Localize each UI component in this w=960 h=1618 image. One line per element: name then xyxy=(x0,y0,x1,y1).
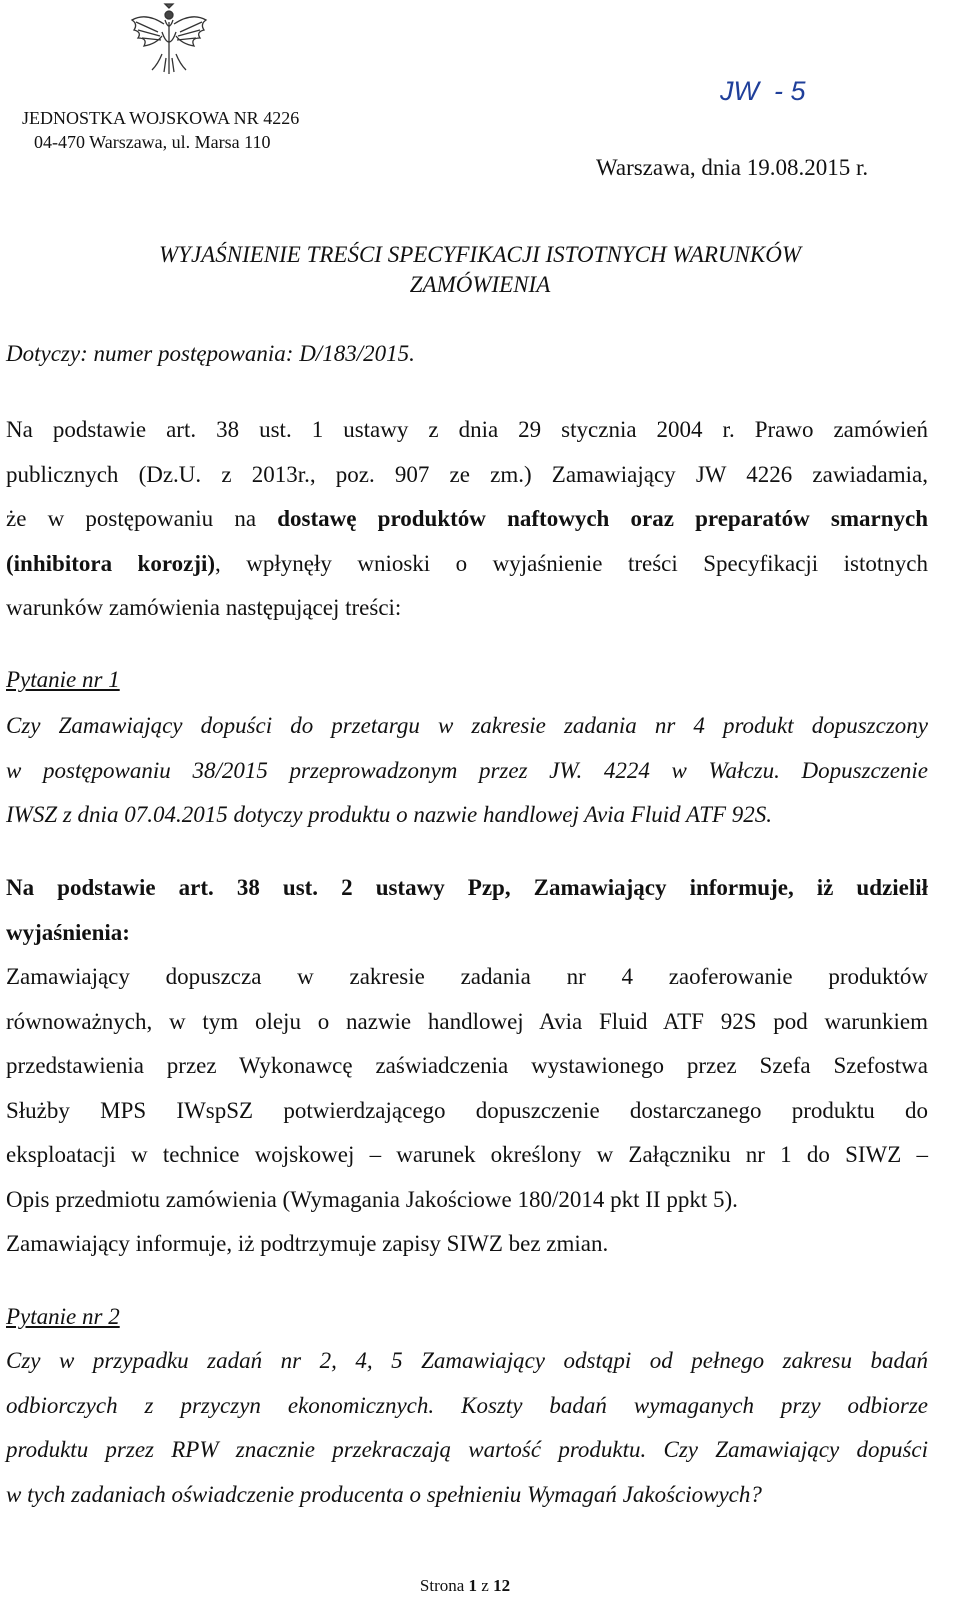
intro-subject-bold: dostawę produktów naftowych oraz preparatów smarnych xyxy=(277,506,928,531)
question-1-heading: Pytanie nr 1 xyxy=(6,667,120,692)
intro-line-4-text: , wpłynęły wnioski o wyjaśnienie treści Specyfikacji istotnych xyxy=(215,550,928,576)
intro-line-5: warunków zamówienia następującej treści: xyxy=(6,595,402,620)
intro-line-1: Na podstawie art. 38 ust. 1 ustawy z dnia 29 stycznia 2004 r. Prawo zamówień xyxy=(6,417,928,442)
footer-prefix: Strona xyxy=(419,1576,469,1595)
a1-heading-line-1: Na podstawie art. 38 ust. 2 ustawy Pzp, Zamawiający informuje, iż udzielił xyxy=(6,875,928,900)
intro-line-2: publicznych (Dz.U. z 2013r., poz. 907 ze zm.) Zamawiający JW 4226 zawiadamia, xyxy=(6,461,928,487)
intro-subject-bold-2: (inhibitora korozji) xyxy=(6,550,216,576)
footer-total-pages: 12 xyxy=(493,1576,511,1595)
jw-label: JW - 5 xyxy=(720,76,806,106)
q1-line-2: w postępowaniu 38/2015 przeprowadzonym przez JW. 4224 w Wałczu. Dopuszczenie xyxy=(6,757,928,783)
q2-line-3: produktu przez RPW znacznie przekraczają wartość produktu. Czy Zamawiający dopuści xyxy=(6,1437,928,1462)
intro-paragraph xyxy=(6,408,928,631)
a1-line-5: eksploatacji w technice wojskowej – warunek określony w Załączniku nr 1 do SIWZ – xyxy=(6,1142,928,1167)
a1-line-7: Zamawiający informuje, iż podtrzymuje zapisy SIWZ bez zmian. xyxy=(6,1231,609,1256)
intro-line-3-text: że w postępowaniu na xyxy=(6,506,278,531)
question-1-text xyxy=(6,704,928,838)
unit-name: JEDNOSTKA WOJSKOWA NR 4226 xyxy=(22,108,300,128)
a1-line-2: równoważnych, w tym oleju o nazwie handlowej Avia Fluid ATF 92S pod warunkiem xyxy=(6,1008,928,1034)
page-footer xyxy=(0,1576,930,1596)
a1-line-3: przedstawienia przez Wykonawcę zaświadczenia wystawionego przez Szefa Szefostwa xyxy=(6,1053,928,1078)
footer-page-number: 1 xyxy=(468,1576,478,1595)
title-line-2: ZAMÓWIENIA xyxy=(409,272,551,297)
q1-line-1: Czy Zamawiający dopuści do przetargu w zakresie zadania nr 4 produkt dopuszczony xyxy=(6,713,928,738)
a1-line-1: Zamawiający dopuszcza w zakresie zadania nr 4 zaoferowanie produktów xyxy=(6,964,928,989)
a1-line-6: Opis przedmiotu zamówienia (Wymagania Jakościowe 180/2014 pkt II ppkt 5). xyxy=(6,1186,738,1212)
footer-mid: z xyxy=(477,1576,494,1595)
document-title xyxy=(40,240,920,300)
answer-1-heading xyxy=(6,866,928,955)
a1-heading-line-2: wyjaśnienia: xyxy=(6,919,130,945)
date-line: Warszawa, dnia 19.08.2015 r. xyxy=(596,155,869,180)
question-2-text xyxy=(6,1339,928,1517)
polish-eagle-emblem-icon xyxy=(128,2,210,74)
answer-1-text xyxy=(6,955,928,1267)
title-line-1: WYJAŚNIENIE TREŚCI SPECYFIKACJI ISTOTNYCH WARUNKÓW xyxy=(159,242,801,267)
q2-line-4: w tych zadaniach oświadczenie producenta o spełnieniu Wymagań Jakościowych? xyxy=(6,1481,762,1507)
q1-line-3: IWSZ z dnia 07.04.2015 dotyczy produktu o nazwie handlowej Avia Fluid ATF 92S. xyxy=(6,802,772,827)
q2-line-2: odbiorczych z przyczyn ekonomicznych. Koszty badań wymaganych przy odbiorze xyxy=(6,1392,928,1418)
intro-line-4 xyxy=(6,542,928,587)
unit-address: 04-470 Warszawa, ul. Marsa 110 xyxy=(34,132,271,152)
question-2-heading: Pytanie nr 2 xyxy=(6,1304,120,1329)
case-number: Dotyczy: numer postępowania: D/183/2015. xyxy=(6,341,415,366)
a1-line-4: Służby MPS IWspSZ potwierdzającego dopuszczenie dostarczanego produktu do xyxy=(6,1097,928,1123)
intro-line-3 xyxy=(6,497,928,542)
q2-line-1: Czy w przypadku zadań nr 2, 4, 5 Zamawiający odstąpi od pełnego zakresu badań xyxy=(6,1348,928,1373)
